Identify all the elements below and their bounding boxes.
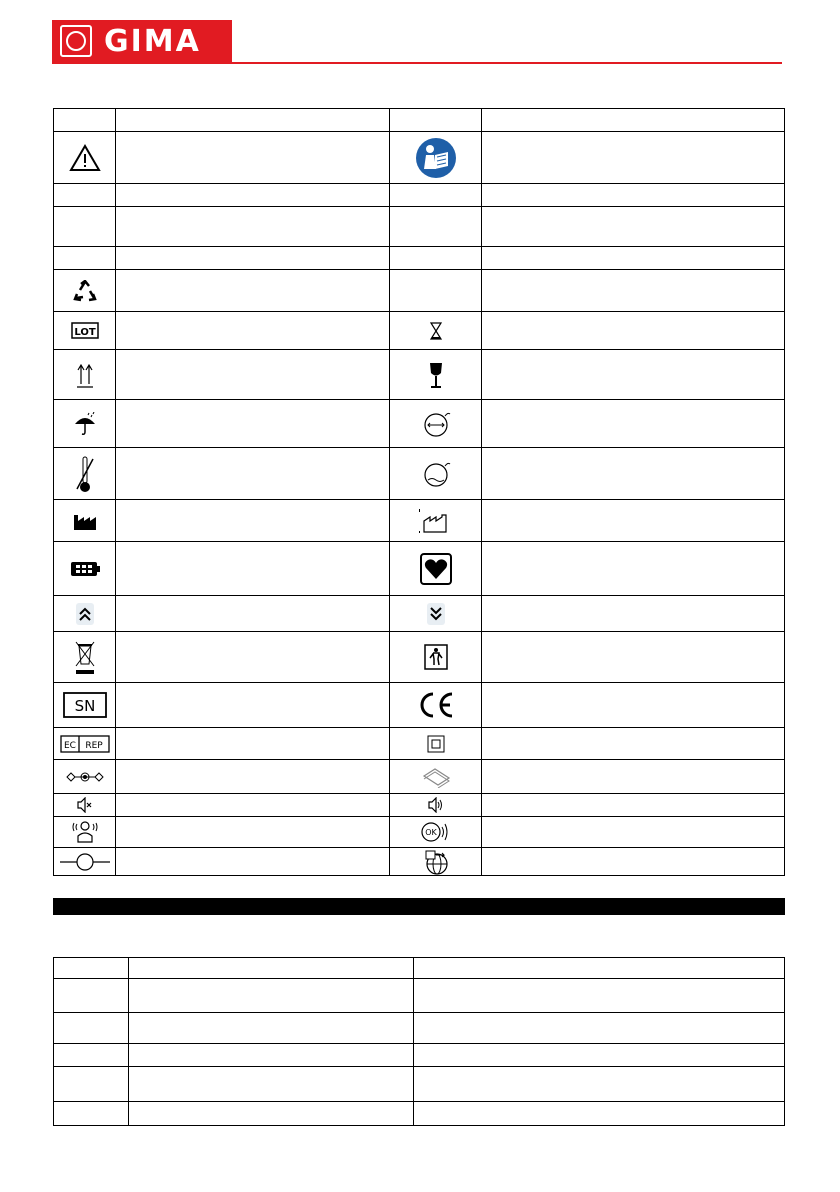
table-row <box>54 132 785 184</box>
up-arrows-icon <box>54 596 116 632</box>
mute-icon <box>54 794 116 817</box>
table-header-row <box>54 109 785 132</box>
table-row <box>54 1013 785 1044</box>
table-row <box>54 979 785 1013</box>
table-row <box>54 817 785 848</box>
table-row <box>54 500 785 542</box>
gima-logo-mark-icon <box>60 25 92 57</box>
class-ii-icon <box>390 728 482 760</box>
sn-icon <box>54 683 116 728</box>
dc-polarity-icon <box>54 760 116 794</box>
table-row <box>54 207 785 247</box>
second-table <box>53 957 785 1126</box>
ec-rep-icon <box>54 728 116 760</box>
ok-sound-icon <box>390 817 482 848</box>
table-row <box>54 683 785 728</box>
svg-text:EC: EC <box>63 740 76 751</box>
recycle-icon <box>54 270 116 312</box>
table-row <box>54 794 785 817</box>
table-row <box>54 448 785 500</box>
svg-text:LOT: LOT <box>73 327 96 338</box>
sound-icon <box>390 794 482 817</box>
table-row <box>54 542 785 596</box>
table-row <box>54 632 785 683</box>
temperature-limit-icon <box>54 448 116 500</box>
expiry-hourglass-icon <box>390 312 482 350</box>
table-row <box>54 400 785 448</box>
battery-icon <box>54 542 116 596</box>
table-row <box>54 760 785 794</box>
weee-icon <box>54 632 116 683</box>
svg-text:OK: OK <box>424 828 437 837</box>
gima-logo <box>52 20 232 62</box>
humidity-limit-icon <box>390 448 482 500</box>
manufacturer-icon <box>54 500 116 542</box>
lot-icon <box>54 312 116 350</box>
keep-dry-icon <box>54 400 116 448</box>
fragile-icon <box>390 350 482 400</box>
table-row <box>54 728 785 760</box>
table-row <box>54 1044 785 1067</box>
manufacture-date-icon <box>390 500 482 542</box>
section-header-bar <box>53 898 785 915</box>
table-header-row <box>54 958 785 979</box>
table-row <box>54 184 785 207</box>
table-row <box>54 1067 785 1102</box>
ce-mark-icon <box>390 683 482 728</box>
type-b-applied-part-icon <box>390 632 482 683</box>
table-row <box>54 350 785 400</box>
this-way-up-icon <box>54 350 116 400</box>
symbols-table <box>53 108 785 876</box>
import-globe-icon <box>390 848 482 876</box>
table-row <box>54 312 785 350</box>
table-row <box>54 270 785 312</box>
table-row <box>54 1102 785 1126</box>
pressure-limit-icon <box>390 400 482 448</box>
table-row <box>54 247 785 270</box>
patient-alarm-icon <box>54 817 116 848</box>
table-row <box>54 596 785 632</box>
svg-text:REP: REP <box>84 740 103 751</box>
table-row <box>54 848 785 876</box>
brand-name: GIMA <box>104 23 201 59</box>
plate-icon <box>390 760 482 794</box>
read-manual-icon <box>390 132 482 184</box>
warning-icon <box>54 132 116 184</box>
header-rule <box>52 62 782 64</box>
down-arrows-icon <box>390 596 482 632</box>
line-circle-icon <box>54 848 116 876</box>
svg-text:SN: SN <box>74 697 95 715</box>
heart-icon <box>390 542 482 596</box>
